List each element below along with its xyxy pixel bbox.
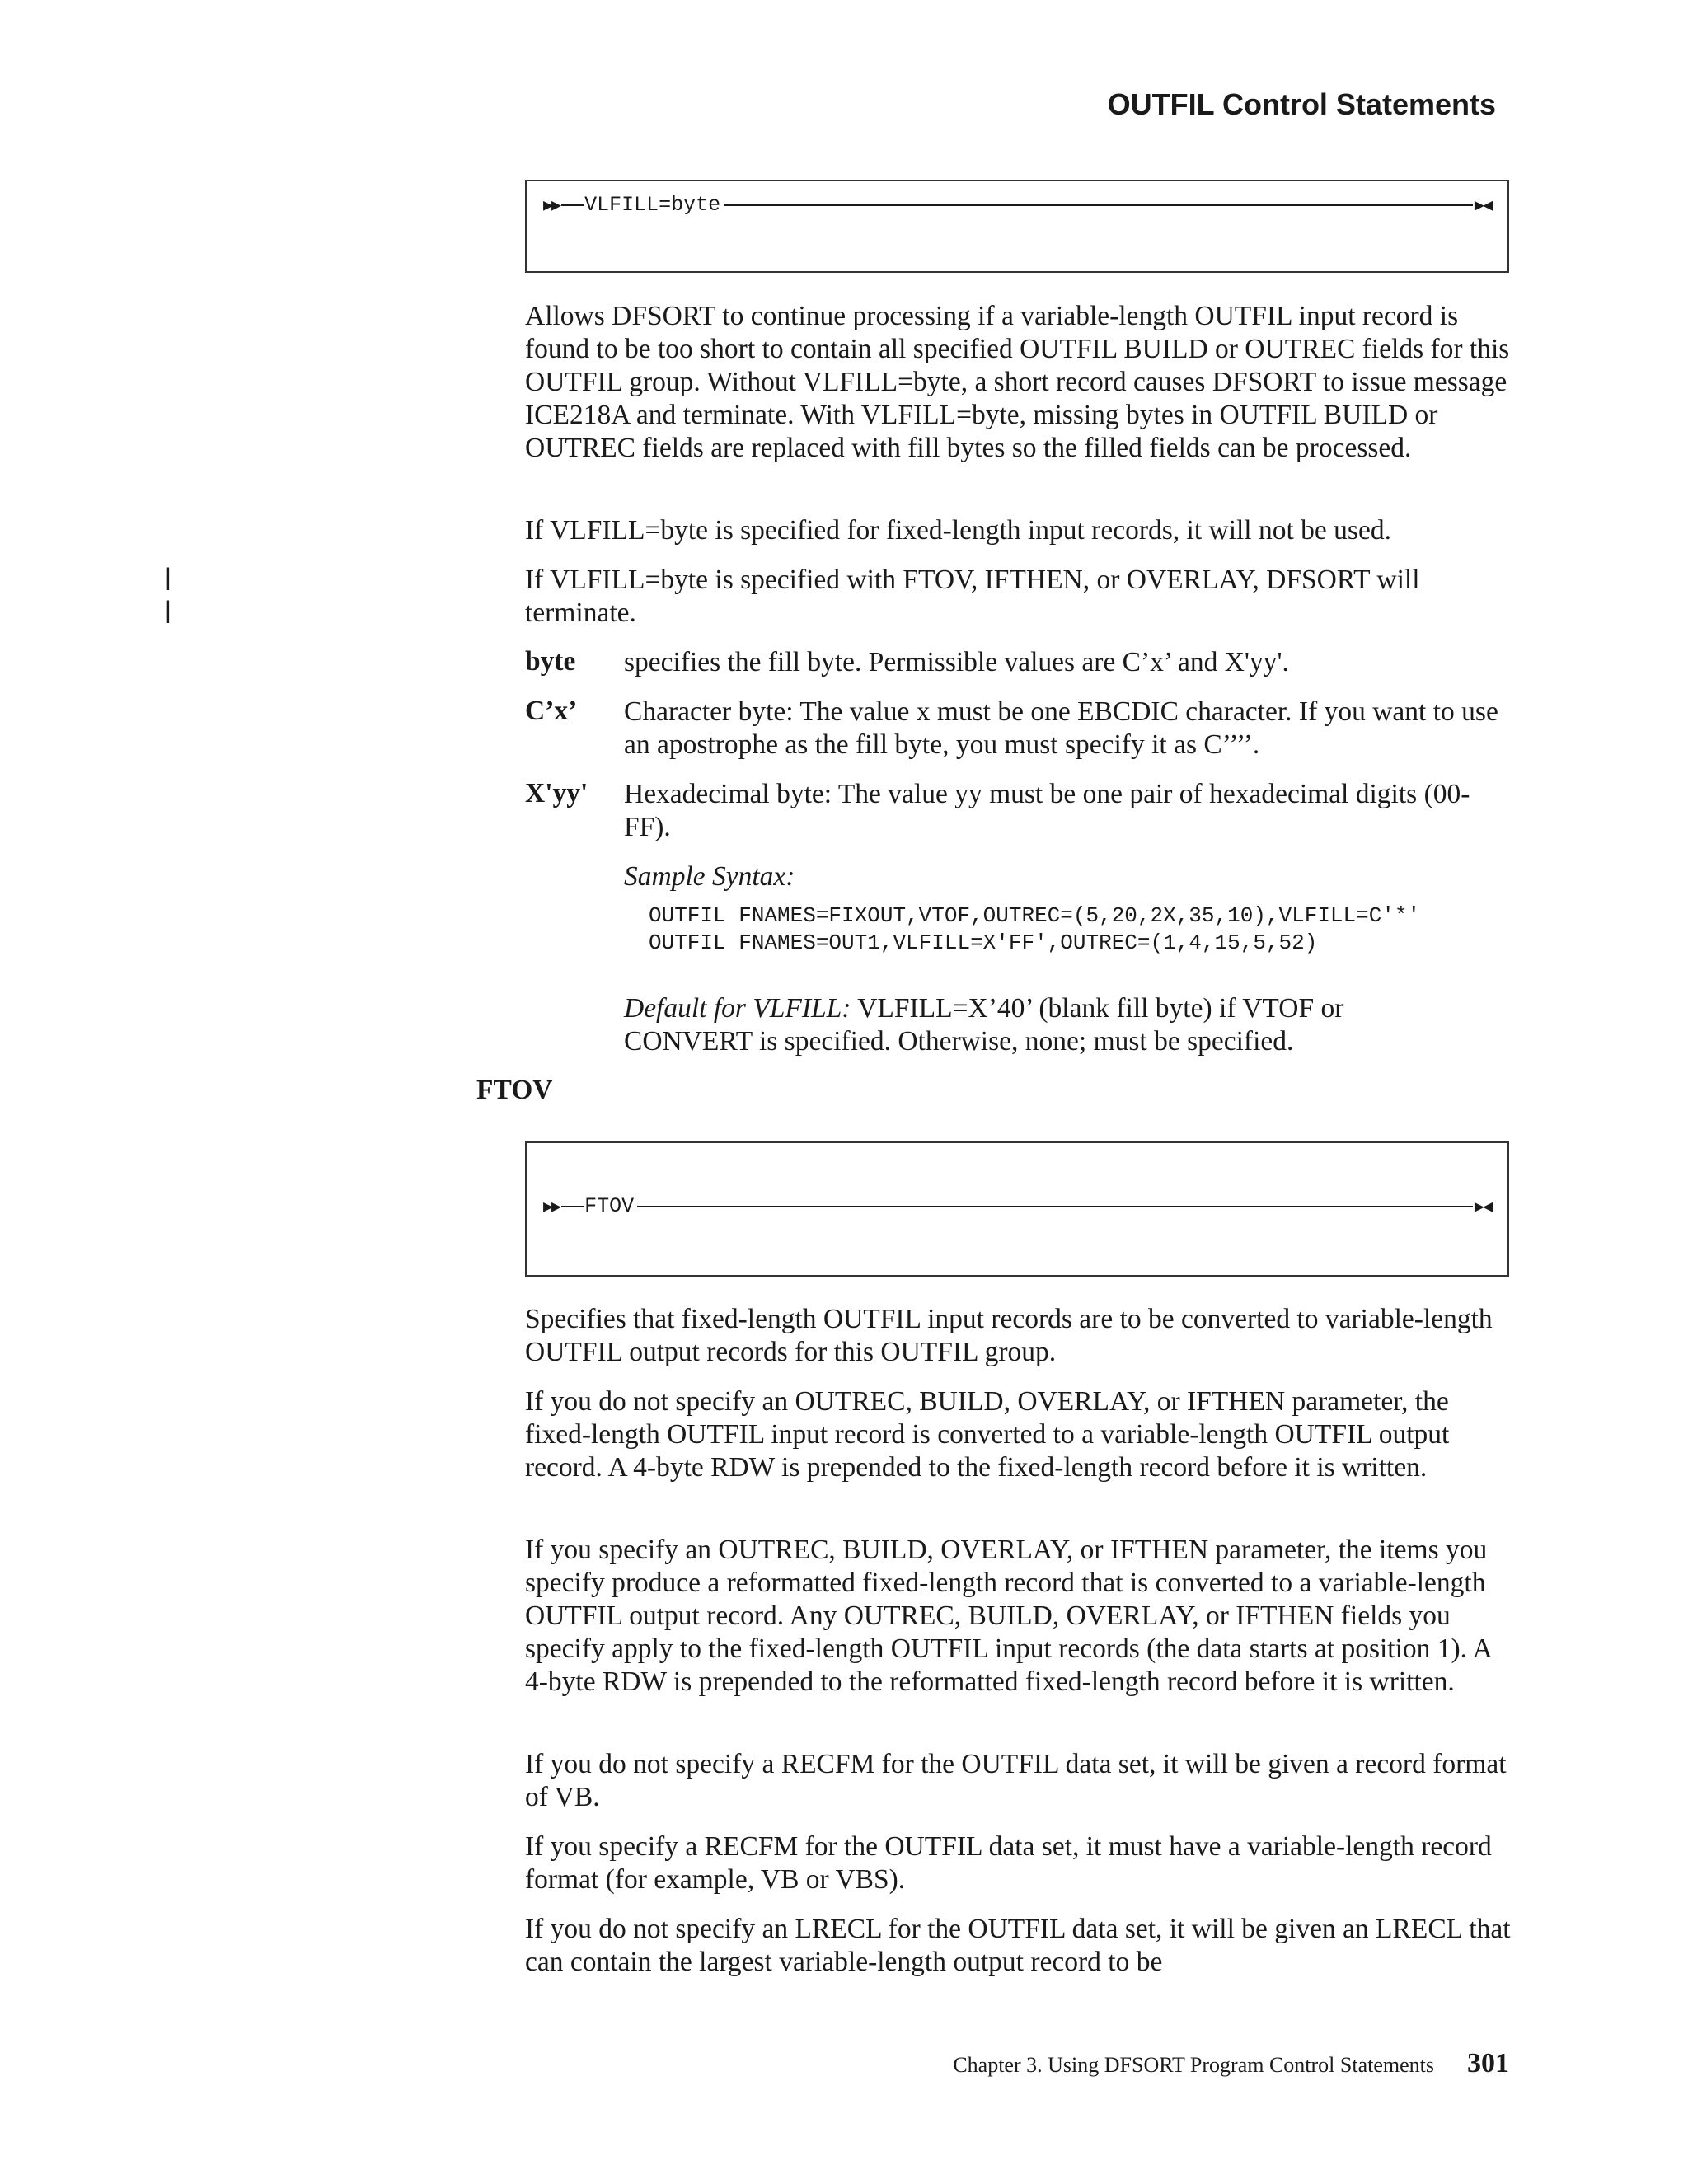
syntax-diagram-vlfill xyxy=(525,180,1509,273)
ftov-para-2: If you do not specify an OUTREC, BUILD, OVERLAY, or IFTHEN parameter, the fixed-length OUTFIL input record is converted to a variable-length OUTFIL output record. A 4-byte RDW is prepended to the fixed-length record before it is written. xyxy=(525,1386,1450,1483)
def-desc-char: Character byte: The value x must be one EBCDIC character. If you want to use an apostrophe as the fill byte, you must specify it as C’’’’. xyxy=(624,696,1498,760)
sample-code-line-1: OUTFIL FNAMES=FIXOUT,VTOF,OUTREC=(5,20,2X,35,10),VLFILL=C'*' xyxy=(649,903,1421,928)
ftov-para-1: Specifies that fixed-length OUTFIL input records are to be converted to variable-length OUTFIL output records for this OUTFIL group. xyxy=(525,1304,1493,1367)
footer-chapter: Chapter 3. Using DFSORT Program Control Statements xyxy=(953,2053,1434,2077)
ftov-para-6: If you do not specify an LRECL for the OUTFIL data set, it will be given an LRECL that can contain the largest variable-length output record to be xyxy=(525,1914,1511,1977)
page-footer xyxy=(953,2048,1509,2079)
default-text-1: VLFILL=X’40’ (blank fill byte) if VTOF or xyxy=(851,993,1344,1024)
def-desc-byte: specifies the fill byte. Permissible values are C’x’ and X'yy'. xyxy=(624,647,1289,677)
change-bar: | xyxy=(165,564,171,591)
def-desc-hex: Hexadecimal byte: The value yy must be one pair of hexadecimal digits (00-FF). xyxy=(624,779,1470,842)
syntax-keyword: FTOV xyxy=(584,1194,635,1218)
section-heading-ftov: FTOV xyxy=(476,1075,553,1105)
vlfill-para-2: If VLFILL=byte is specified for fixed-length input records, it will not be used. xyxy=(525,515,1391,546)
change-bar: | xyxy=(165,597,171,624)
ftov-para-4: If you do not specify a RECFM for the OUTFIL data set, it will be given a record format of VB. xyxy=(525,1749,1507,1812)
vlfill-para-1: Allows DFSORT to continue processing if a variable-length OUTFIL input record is found to be too short to contain all specified OUTFIL BUILD or OUTREC fields for this OUTFIL group. Without VLFILL=byte, a short record causes DFSORT to issue message ICE218A and terminate. With VLFILL=byte, missing bytes in OUTFIL BUILD or OUTREC fields are replaced with fill bytes so the filled fields can be processed. xyxy=(525,301,1510,463)
default-label: Default for VLFILL: xyxy=(624,993,851,1024)
vlfill-para-3: If VLFILL=byte is specified with FTOV, IFTHEN, or OVERLAY, DFSORT will terminate. xyxy=(525,565,1420,628)
page-number: 301 xyxy=(1467,2048,1509,2079)
syntax-start-arrow: ▶▶ xyxy=(543,196,560,216)
def-term-hex: X'yy' xyxy=(525,778,588,808)
syntax-keyword: VLFILL=byte xyxy=(584,193,721,217)
syntax-end-arrow: ▶◀ xyxy=(1474,1197,1491,1217)
sample-syntax-label: Sample Syntax: xyxy=(624,861,795,892)
syntax-end-arrow: ▶◀ xyxy=(1474,196,1491,216)
def-term-char: C’x’ xyxy=(525,696,578,726)
ftov-para-3: If you specify an OUTREC, BUILD, OVERLAY, or IFTHEN parameter, the items you specify produce a reformatted fixed-length record that is converted to a variable-length OUTFIL output record. Any OUTREC, BUILD, OVERLAY, or IFTHEN fields you specify apply to the fixed-length OUTFIL input records (the data starts at position 1). A 4-byte RDW is prepended to the reformatted fixed-length record before it is written. xyxy=(525,1535,1491,1697)
def-term-byte: byte xyxy=(525,646,576,677)
vlfill-description xyxy=(525,300,1514,465)
default-vlfill xyxy=(624,992,1514,1058)
ftov-para-5: If you specify a RECFM for the OUTFIL data set, it must have a variable-length record format (for example, VB or VBS). xyxy=(525,1831,1492,1895)
syntax-diagram-ftov xyxy=(525,1141,1509,1277)
running-header: OUTFIL Control Statements xyxy=(1107,87,1496,121)
default-text-2: CONVERT is specified. Otherwise, none; must be specified. xyxy=(624,1026,1294,1057)
sample-code-line-2: OUTFIL FNAMES=OUT1,VLFILL=X'FF',OUTREC=(1,4,15,5,52) xyxy=(649,930,1318,955)
syntax-start-arrow: ▶▶ xyxy=(543,1197,560,1217)
